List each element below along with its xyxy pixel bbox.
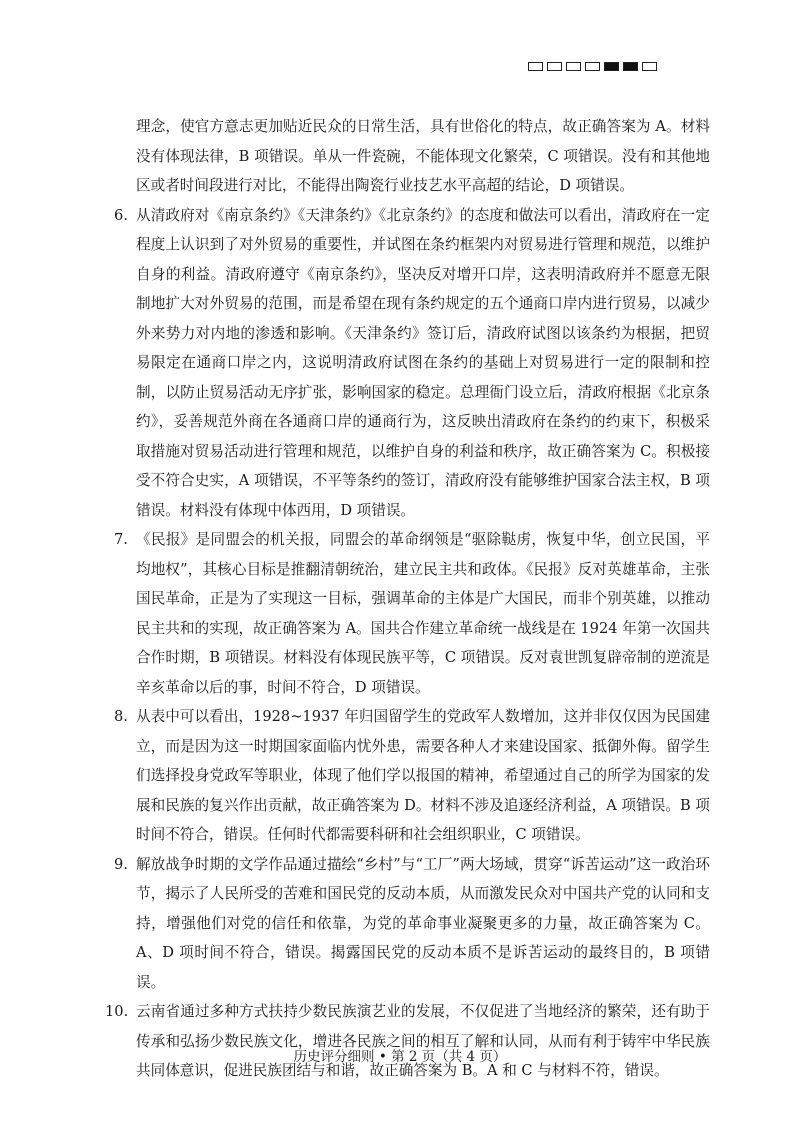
page-mark-4 bbox=[585, 62, 600, 71]
explanation-text: 解放战争时期的文学作品通过描绘“乡村”与“工厂”两大场域，贯穿“诉苦运动”这一政治环节，揭示了人民所受的苦难和国民党的反动本质，从而激发民众对中国共产党的认同和支持，增强他们对党的信任和依靠，为党的革命事业凝聚更多的力量，故正确答案为 C。A、D 项时间不符合，错误。揭露国民党的反动本质不是诉苦运动的最终目的，B 项错误。 bbox=[136, 855, 710, 991]
page-mark-1 bbox=[528, 62, 543, 71]
answer-explanations bbox=[92, 112, 710, 1086]
page-mark-6 bbox=[623, 62, 638, 71]
explanation-5-continued bbox=[92, 112, 710, 201]
explanation-7 bbox=[92, 525, 710, 702]
explanation-text: 云南省通过多种方式扶持少数民族演艺业的发展，不仅促进了当地经济的繁荣，还有助于传承和弘扬少数民族文化，增进各民族之间的相互了解和认同，从而有利于铸牢中华民族共同体意识，促进民族团结与和谐，故正确答案为 B。A 和 C 与材料不符，错误。 bbox=[136, 1003, 710, 1079]
page-footer: 历史评分细则 • 第 2 页（共 4 页） bbox=[293, 1049, 507, 1065]
page-mark-5 bbox=[604, 62, 619, 71]
explanation-6 bbox=[92, 201, 710, 526]
question-number: 10. bbox=[105, 1003, 129, 1020]
explanation-text: 《民报》是同盟会的机关报，同盟会的革命纲领是“驱除鞑虏，恢复中华，创立民国，平均地权”，其核心目标是推翻清朝统治，建立民主共和政体。《民报》反对英雄革命，主张国民革命，正是为了实现这一目标，强调革命的主体是广大国民，而非个别英雄，以推动民主共和的实现，故正确答案为 A。国共合作建立革命统一战线是在 1924 年第一次国共合作时期，B 项错误。材料没有体现民族平等，C 项错误。反对袁世凯复辟帝制的逆流是辛亥革命以后的事，时间不符合，D 项错误。 bbox=[136, 531, 710, 696]
question-number: 7. bbox=[114, 531, 128, 548]
explanation-text: 从表中可以看出，1928~1937 年归国留学生的党政军人数增加，这并非仅仅因为民国建立，而是因为这一时期国家面临内忧外患，需要各种人才来建设国家、抵御外侮。留学生们选择投身党政军等职业，体现了他们学以报国的精神，希望通过自己的所学为国家的发展和民族的复兴作出贡献，故正确答案为 D。材料不涉及追逐经济利益，A 项错误。B 项时间不符合，错误。任何时代都需要科研和社会组织职业，C 项错误。 bbox=[136, 708, 710, 843]
explanation-9 bbox=[92, 850, 710, 998]
page-mark-3 bbox=[566, 62, 581, 71]
page-mark-7 bbox=[642, 62, 657, 71]
explanation-text: 理念，使官方意志更加贴近民众的日常生活，具有世俗化的特点，故正确答案为 A。材料没有体现法律，B 项错误。单从一件瓷碗，不能体现文化繁荣，C 项错误。没有和其他地区或者时间段进行对比，不能得出陶瓷行业技艺水平高超的结论，D 项错误。 bbox=[136, 118, 710, 194]
explanation-10 bbox=[92, 997, 710, 1086]
question-number: 8. bbox=[114, 708, 128, 725]
question-number: 9. bbox=[114, 855, 128, 873]
explanation-text: 从清政府对《南京条约》《天津条约》《北京条约》的态度和做法可以看出，清政府在一定程度上认识到了对外贸易的重要性，并试图在条约框架内对贸易进行管理和规范，以维护自身的利益。清政府遵守《南京条约》，坚决反对增开口岸，这表明清政府并不愿意无限制地扩大对外贸易的范围，而是希望在现有条约规定的五个通商口岸内进行贸易，以减少外来势力对内地的渗透和影响。《天津条约》签订后，清政府试图以该条约为根据，把贸易限定在通商口岸之内，这说明清政府试图在条约的基础上对贸易进行一定的限制和控制，以防止贸易活动无序扩张，影响国家的稳定。总理衙门设立后，清政府根据《北京条约》，妥善规范外商在各通商口岸的通商行为，这反映出清政府在条约的约束下，积极采取措施对贸易活动进行管理和规范，以维护自身的利益和秩序，故正确答案为 C。积极接受不符合史实，A 项错误，不平等条约的签订，清政府没有能够维护国家合法主权，B 项错误。材料没有体现中体西用，D 项错误。 bbox=[136, 206, 710, 519]
page-position-indicator bbox=[528, 62, 657, 71]
explanation-8 bbox=[92, 702, 710, 850]
page-mark-2 bbox=[547, 62, 562, 71]
question-number: 6. bbox=[114, 206, 128, 224]
